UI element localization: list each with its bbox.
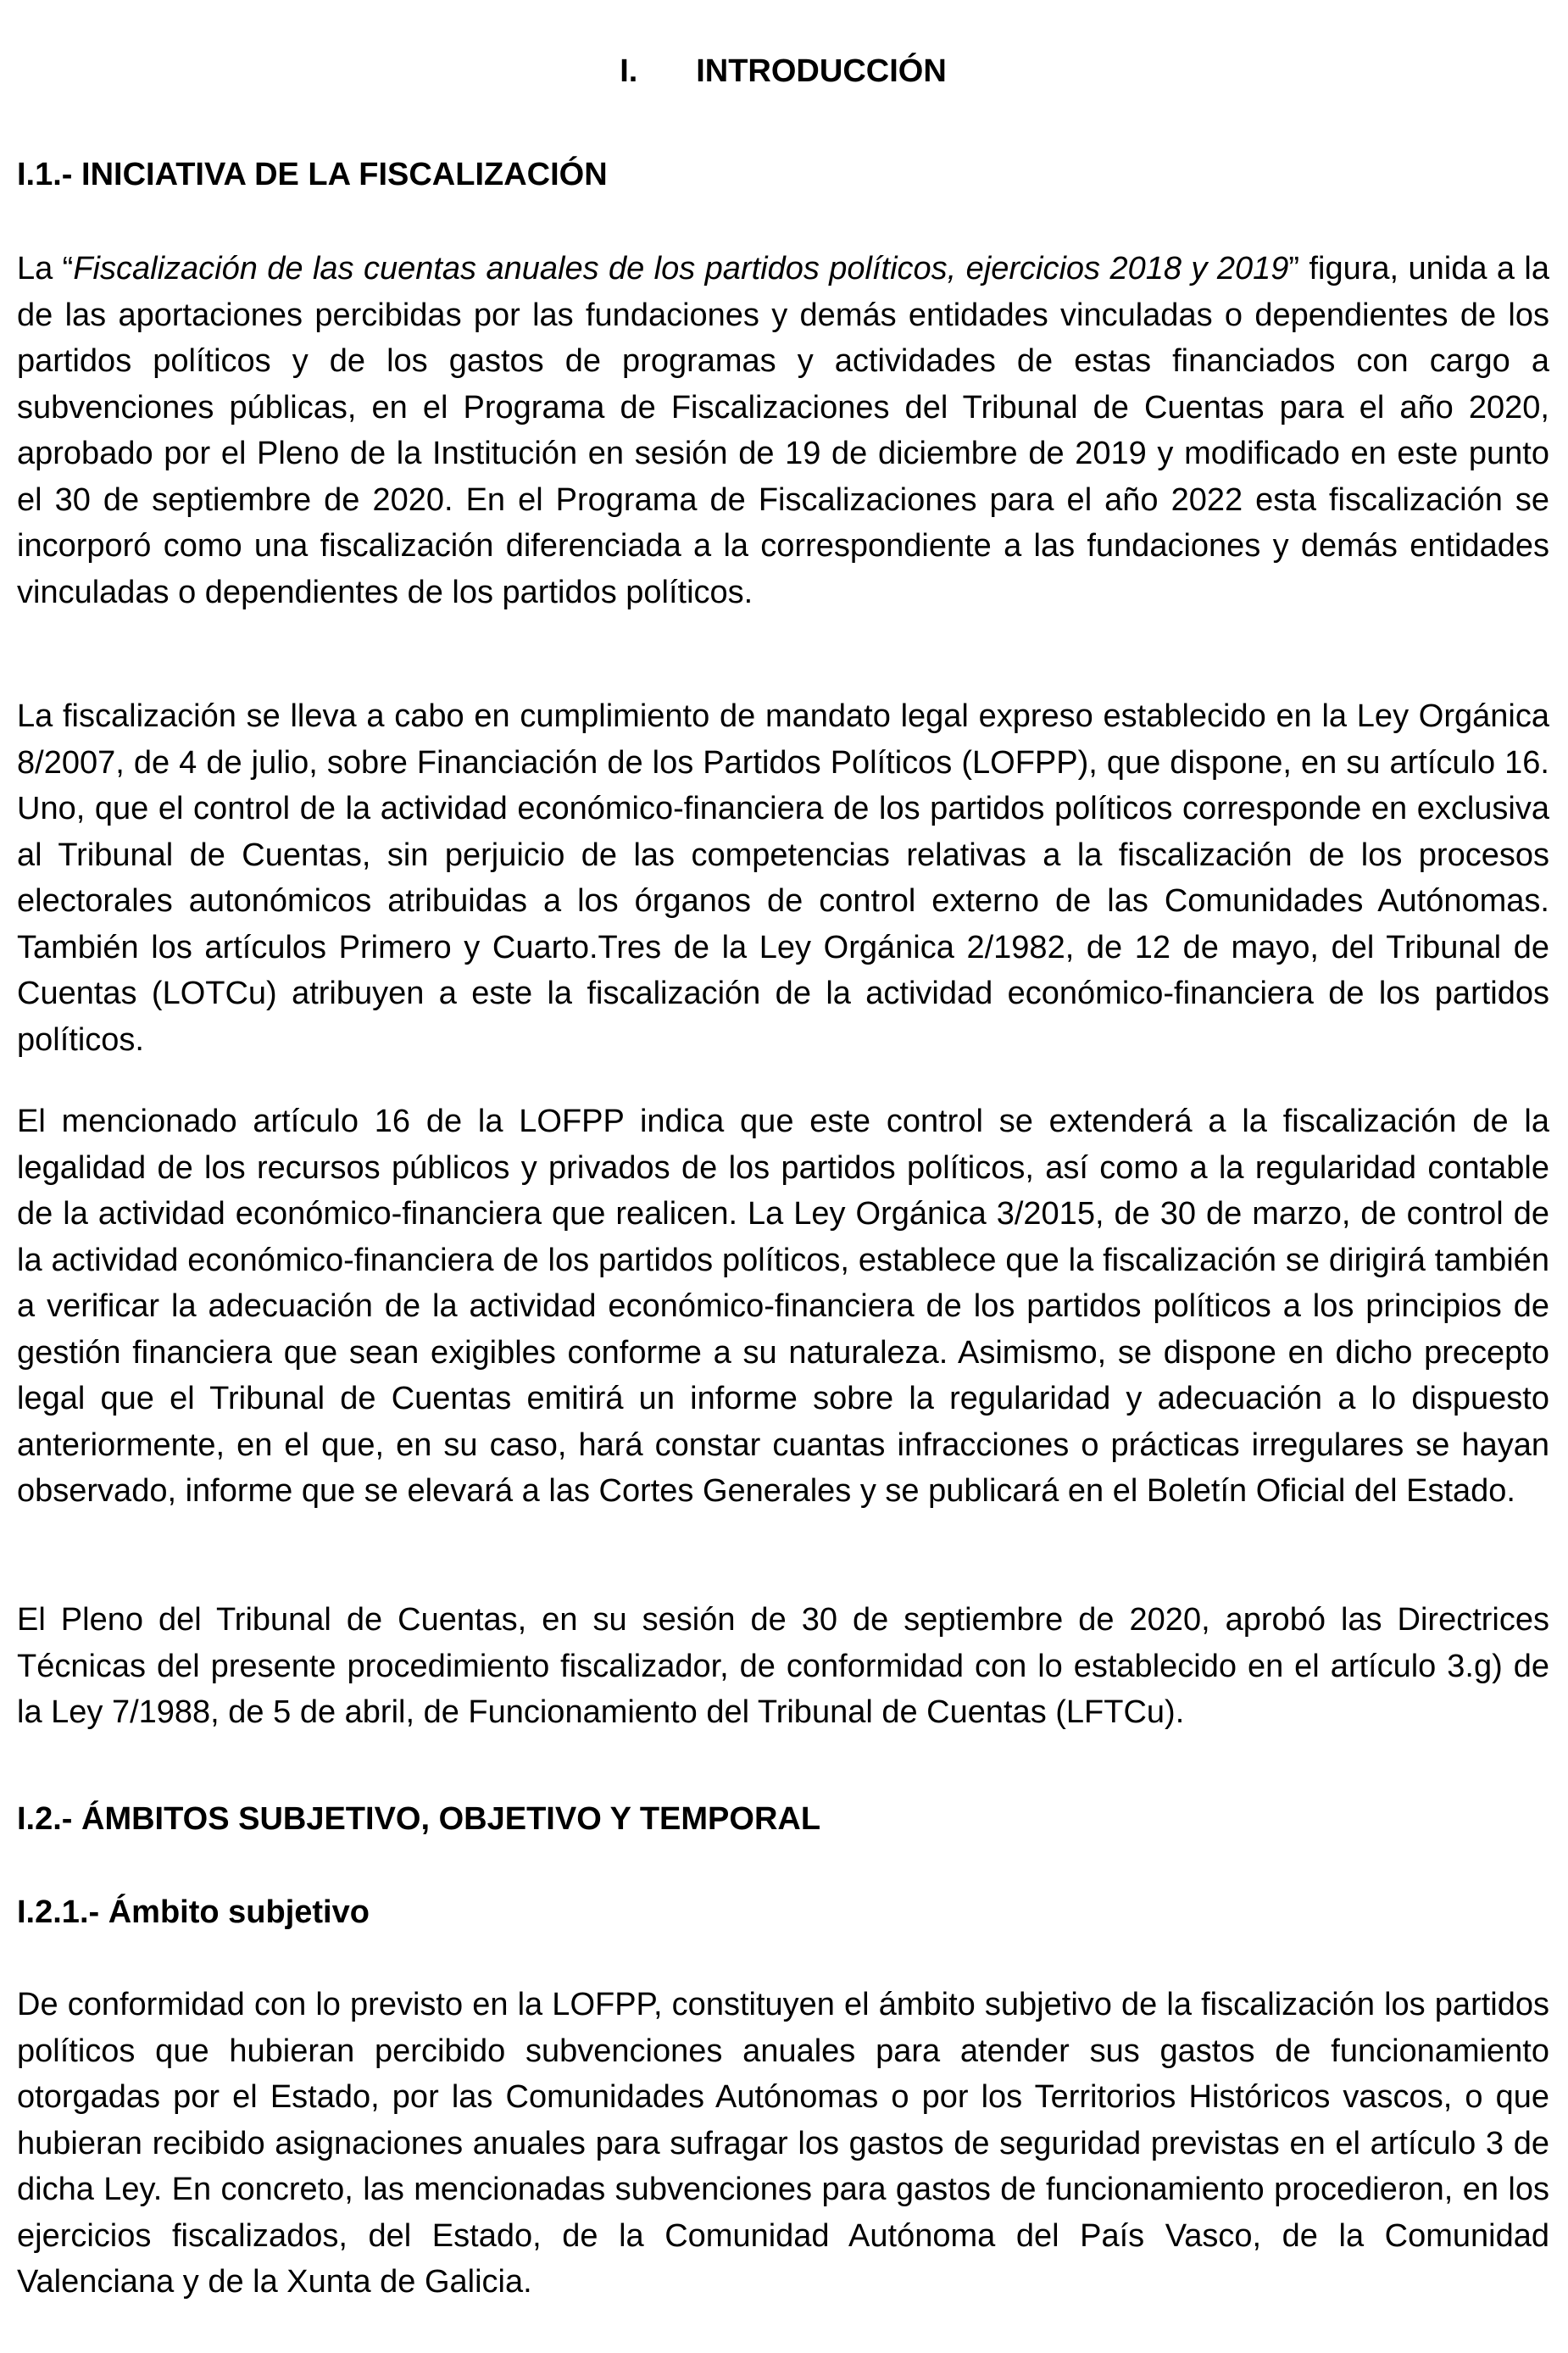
paragraph-ambito-subjetivo: De conformidad con lo previsto en la LOFPP, constituyen el ámbito subjetivo de la fiscalización los partidos políticos que hubieran percibido subvenciones anuales para atender sus gastos de funcionamiento otorgadas por el Estado, por las Comunidades Autónomas o por los Territorios Históricos vascos, o que hubieran recibido asignaciones anuales para sufragar los gastos de seguridad previstas en el artículo 3 de dicha Ley. En concreto, las mencionadas subvenciones para gastos de funcionamiento procedieron, en los ejercicios fiscalizados, del Estado, de la Comunidad Autónoma del País Vasco, de la Comunidad Valenciana y de la Xunta de Galicia. [17, 1987, 1549, 2300]
chapter-title [17, 47, 1549, 95]
section-heading-ambitos: I.2.- ÁMBITOS SUBJETIVO, OBJETIVO Y TEMPORAL [17, 1801, 821, 1837]
document-page [17, 0, 1549, 2353]
paragraph-iniciativa-3: El mencionado artículo 16 de la LOFPP indica que este control se extenderá a la fiscalización de la legalidad de los recursos públicos y privados de los partidos políticos, así como a la regularidad contable de la actividad económico-financiera que realicen. La Ley Orgánica 3/2015, de 30 de marzo, de control de la actividad económico-financiera de los partidos políticos, establece que la fiscalización se dirigirá también a verificar la adecuación de la actividad económico-financiera de los partidos políticos a los principios de gestión financiera que sean exigibles conforme a su naturaleza. Asimismo, se dispone en dicho precepto legal que el Tribunal de Cuentas emitirá un informe sobre la regularidad y adecuación a lo dispuesto anteriormente, en el que, en su caso, hará constar cuantas infracciones o prácticas irregulares se hayan observado, informe que se elevará a las Cortes Generales y se publicará en el Boletín Oficial del Estado. [17, 1104, 1549, 1509]
paragraph-iniciativa-4: El Pleno del Tribunal de Cuentas, en su sesión de 30 de septiembre de 2020, aprobó las Directrices Técnicas del presente procedimiento fiscalizador, de conformidad con lo establecido en el artículo 3.g) de la Ley 7/1988, de 5 de abril, de Funcionamiento del Tribunal de Cuentas (LFTCu). [17, 1602, 1549, 1730]
chapter-number: I. [620, 53, 638, 89]
paragraph-lead: La “ [17, 251, 74, 286]
paragraph-iniciativa-2: La fiscalización se lleva a cabo en cumplimiento de mandato legal expreso establecido en la Ley Orgánica 8/2007, de 4 de julio, sobre Financiación de los Partidos Políticos (LOFPP), que dispone, en su artículo 16. Uno, que el control de la actividad económico-financiera de los partidos políticos corresponde en exclusiva al Tribunal de Cuentas, sin perjuicio de las competencias relativas a la fiscalización de los procesos electorales autonómicos atribuidas a los órganos de control externo de las Comunidades Autónomas. También los artículos Primero y Cuarto.Tres de la Ley Orgánica 2/1982, de 12 de mayo, del Tribunal de Cuentas (LOTCu) atribuyen a este la fiscalización de la actividad económico-financiera de los partidos políticos. [17, 698, 1549, 1058]
subsection-heading-ambito-subjetivo: I.2.1.- Ámbito subjetivo [17, 1894, 370, 1930]
paragraph-rest: ” figura, unida a la de las aportaciones percibidas por las fundaciones y demás entidades vinculadas o dependientes de los partidos políticos y de los gastos de programas y actividades de estas financiados con cargo a subvenciones públicas, en el Programa de Fiscalizaciones del Tribunal de Cuentas para el año 2020, aprobado por el Pleno de la Institución en sesión de 19 de diciembre de 2019 y modificado en este punto el 30 de septiembre de 2020. En el Programa de Fiscalizaciones para el año 2022 esta fiscalización se incorporó como una fiscalización diferenciada a la correspondiente a las fundaciones y demás entidades vinculadas o dependientes de los partidos políticos. [17, 251, 1550, 610]
chapter-title-text: INTRODUCCIÓN [696, 53, 947, 89]
paragraph-iniciativa-1 [17, 246, 1549, 615]
section-heading-iniciativa: I.1.- INICIATIVA DE LA FISCALIZACIÓN [17, 157, 608, 192]
report-title-italic: Fiscalización de las cuentas anuales de los partidos políticos, ejercicios 2018 y 2019 [73, 251, 1289, 286]
